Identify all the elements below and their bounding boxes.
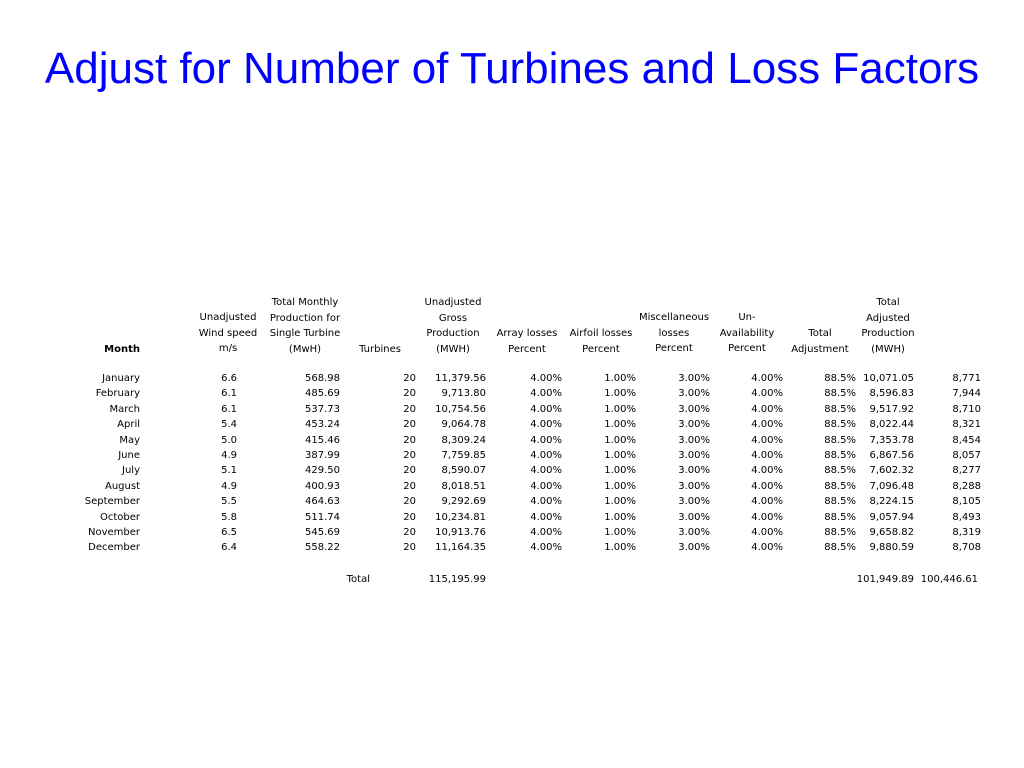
cell-unavail: 4.00% [751,388,783,400]
cell-month: February [95,388,140,400]
cell-unavail: 4.00% [751,480,783,492]
cell-adjusted: 9,880.59 [869,542,914,554]
cell-adjusted: 9,658.82 [869,527,914,538]
cell-adjusted: 7,353.78 [869,434,914,446]
cell-array: 4.00% [530,388,562,400]
table-row [0,388,1024,403]
cell-total-adj: 88.5% [824,527,856,538]
table-row [0,512,1024,527]
cell-total-adj: 88.5% [824,388,856,400]
cell-airfoil: 1.00% [604,542,636,554]
cell-misc: 3.00% [678,527,710,538]
cell-total-adj: 88.5% [824,496,856,508]
cell-month: August [105,480,140,492]
cell-gross: 11,164.35 [435,542,486,554]
cell-airfoil: 1.00% [604,480,636,492]
cell-turbines: 20 [403,511,416,523]
table-row [0,435,1024,450]
totals-extra: 100,446.61 [920,574,978,585]
cell-adjusted: 8,022.44 [869,419,914,431]
cell-gross: 11,379.56 [435,373,486,384]
cell-total-adj: 88.5% [824,403,856,415]
header-unavailability: Un- Availability Percent [719,312,775,354]
cell-total-adj: 88.5% [824,480,856,492]
cell-turbines: 20 [403,373,416,384]
cell-extra: 8,277 [952,465,981,477]
cell-turbines: 20 [403,542,416,554]
table-row [0,404,1024,419]
cell-month: September [84,496,140,508]
cell-month: November [87,527,140,538]
cell-turbines: 20 [403,465,416,477]
cell-array: 4.00% [530,527,562,538]
cell-unavail: 4.00% [751,450,783,461]
cell-turbines: 20 [403,480,416,492]
cell-month: July [122,465,140,477]
cell-misc: 3.00% [678,434,710,446]
cell-single: 568.98 [305,373,340,384]
header-turbines: Turbines [359,344,401,355]
cell-wind: 5.1 [221,465,237,477]
cell-unavail: 4.00% [751,527,783,538]
cell-total-adj: 88.5% [824,465,856,477]
cell-adjusted: 10,071.05 [863,373,914,384]
header-adjusted-production: Total Adjusted Production (MWH) [861,297,915,355]
cell-single: 400.93 [305,480,340,492]
cell-turbines: 20 [403,496,416,508]
title-text: Adjust for Number of Turbines and Loss Factors [44,44,980,93]
cell-misc: 3.00% [678,511,710,523]
table-row [0,481,1024,496]
cell-extra: 8,057 [952,450,981,461]
cell-single: 464.63 [305,496,340,508]
cell-adjusted: 8,596.83 [869,388,914,400]
cell-airfoil: 1.00% [604,373,636,384]
totals-row [0,574,1024,589]
totals-label: Total [346,574,370,585]
cell-wind: 6.6 [221,373,237,384]
cell-month: December [88,542,140,554]
cell-total-adj: 88.5% [824,419,856,431]
table-row [0,419,1024,434]
cell-wind: 4.9 [221,450,237,461]
cell-turbines: 20 [403,403,416,415]
cell-gross: 9,292.69 [441,496,486,508]
cell-wind: 5.4 [221,419,237,431]
cell-extra: 8,454 [952,434,981,446]
cell-misc: 3.00% [678,465,710,477]
cell-unavail: 4.00% [751,434,783,446]
cell-array: 4.00% [530,403,562,415]
cell-turbines: 20 [403,434,416,446]
cell-array: 4.00% [530,465,562,477]
cell-airfoil: 1.00% [604,465,636,477]
header-wind-speed: Unadjusted Wind speed m/s [198,312,258,354]
cell-unavail: 4.00% [751,419,783,431]
cell-gross: 8,018.51 [441,480,486,492]
cell-gross: 7,759.85 [441,450,486,461]
totals-gross: 115,195.99 [428,574,486,585]
cell-wind: 6.5 [221,527,237,538]
header-airfoil-losses: Airfoil losses Percent [569,328,633,355]
cell-array: 4.00% [530,542,562,554]
cell-unavail: 4.00% [751,496,783,508]
cell-gross: 10,913.76 [435,527,486,538]
cell-single: 537.73 [305,403,340,415]
cell-wind: 6.1 [221,388,237,400]
table-row [0,465,1024,480]
cell-gross: 8,309.24 [441,434,486,446]
slide-title [0,42,1024,96]
header-total-adjustment: Total Adjustment [791,328,849,355]
cell-extra: 8,105 [952,496,981,508]
cell-airfoil: 1.00% [604,419,636,431]
cell-array: 4.00% [530,480,562,492]
cell-turbines: 20 [403,419,416,431]
cell-adjusted: 9,517.92 [869,403,914,415]
cell-misc: 3.00% [678,480,710,492]
cell-airfoil: 1.00% [604,450,636,461]
cell-total-adj: 88.5% [824,450,856,461]
cell-month: March [109,403,140,415]
cell-airfoil: 1.00% [604,496,636,508]
cell-single: 485.69 [305,388,340,400]
header-gross-production: Unadjusted Gross Production (MWH) [424,297,482,355]
cell-misc: 3.00% [678,373,710,384]
cell-single: 415.46 [305,434,340,446]
cell-single: 387.99 [305,450,340,461]
cell-month: May [119,434,140,446]
header-misc-losses: Miscellaneous losses Percent [638,312,710,354]
cell-total-adj: 88.5% [824,511,856,523]
cell-unavail: 4.00% [751,542,783,554]
cell-wind: 5.0 [221,434,237,446]
table-row [0,373,1024,388]
cell-month: June [118,450,140,461]
cell-single: 429.50 [305,465,340,477]
cell-misc: 3.00% [678,496,710,508]
cell-array: 4.00% [530,434,562,446]
cell-extra: 8,771 [952,373,981,384]
totals-adjusted: 101,949.89 [856,574,914,585]
table-row [0,450,1024,465]
table-row [0,542,1024,557]
cell-extra: 8,288 [952,480,981,492]
cell-unavail: 4.00% [751,511,783,523]
production-table [0,295,1024,595]
cell-adjusted: 6,867.56 [869,450,914,461]
cell-month: April [117,419,140,431]
cell-array: 4.00% [530,496,562,508]
cell-gross: 10,754.56 [435,403,486,415]
cell-single: 511.74 [305,511,340,523]
cell-misc: 3.00% [678,403,710,415]
cell-misc: 3.00% [678,419,710,431]
cell-single: 558.22 [305,542,340,554]
cell-airfoil: 1.00% [604,403,636,415]
cell-array: 4.00% [530,419,562,431]
cell-misc: 3.00% [678,542,710,554]
cell-gross: 9,713.80 [441,388,486,400]
cell-airfoil: 1.00% [604,511,636,523]
header-month: Month [104,344,140,355]
cell-extra: 8,710 [952,403,981,415]
cell-month: October [99,511,140,523]
cell-extra: 8,708 [952,542,981,554]
cell-total-adj: 88.5% [824,434,856,446]
cell-adjusted: 7,602.32 [869,465,914,477]
cell-unavail: 4.00% [751,465,783,477]
cell-array: 4.00% [530,511,562,523]
cell-extra: 7,944 [952,388,981,400]
header-array-losses: Array losses Percent [496,328,558,355]
cell-misc: 3.00% [678,388,710,400]
cell-wind: 6.1 [221,403,237,415]
cell-adjusted: 7,096.48 [869,480,914,492]
table-row [0,527,1024,542]
cell-gross: 9,064.78 [441,419,486,431]
cell-wind: 5.5 [221,496,237,508]
cell-array: 4.00% [530,450,562,461]
cell-total-adj: 88.5% [824,542,856,554]
cell-wind: 5.8 [221,511,237,523]
cell-gross: 8,590.07 [441,465,486,477]
cell-array: 4.00% [530,373,562,384]
cell-total-adj: 88.5% [824,373,856,384]
cell-single: 545.69 [305,527,340,538]
cell-unavail: 4.00% [751,403,783,415]
cell-misc: 3.00% [678,450,710,461]
cell-airfoil: 1.00% [604,388,636,400]
header-single-turbine: Total Monthly Production for Single Turbine (MwH) [269,297,341,355]
cell-adjusted: 8,224.15 [869,496,914,508]
cell-airfoil: 1.00% [604,434,636,446]
cell-turbines: 20 [403,450,416,461]
cell-single: 453.24 [305,419,340,431]
cell-gross: 10,234.81 [435,511,486,523]
cell-turbines: 20 [403,388,416,400]
cell-month: January [102,373,140,384]
cell-turbines: 20 [403,527,416,538]
cell-adjusted: 9,057.94 [869,511,914,523]
cell-airfoil: 1.00% [604,527,636,538]
cell-extra: 8,319 [952,527,981,538]
cell-wind: 4.9 [221,480,237,492]
table-row [0,496,1024,511]
cell-extra: 8,493 [952,511,981,523]
cell-extra: 8,321 [952,419,981,431]
cell-wind: 6.4 [221,542,237,554]
cell-unavail: 4.00% [751,373,783,384]
